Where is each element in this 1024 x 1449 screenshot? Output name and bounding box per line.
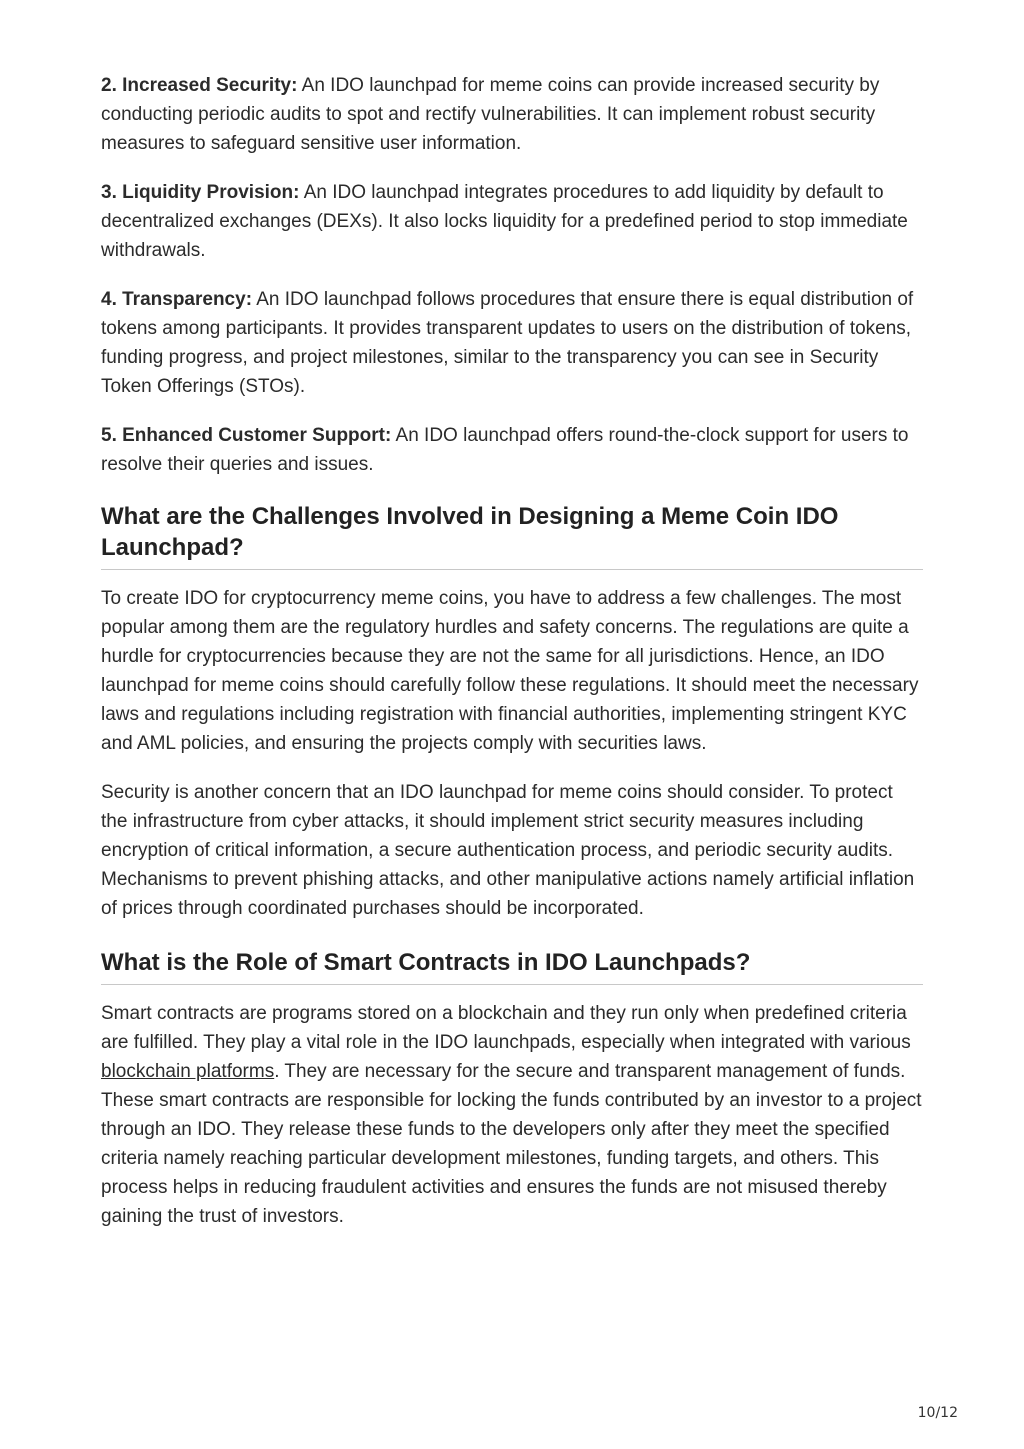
- benefit-transparency: [101, 285, 923, 401]
- benefit-text: An IDO launchpad for meme coins can provide increased security by conducting periodic audits to spot and rectify vulnerabilities. It can implement robust security measures to safeguard sensitive user information.: [101, 75, 880, 154]
- benefit-text: An IDO launchpad offers round-the-clock support for users to resolve their queries and issues.: [101, 425, 909, 475]
- benefit-title: 2. Increased Security:: [101, 75, 298, 96]
- benefit-customer-support: [101, 421, 923, 479]
- benefit-title: 3. Liquidity Provision:: [101, 182, 300, 203]
- benefit-text: An IDO launchpad follows procedures that ensure there is equal distribution of tokens among participants. It provides transparent updates to users on the distribution of tokens, funding progress, and project milestones, similar to the transparency you can see in Security Token Offerings (STOs).: [101, 289, 914, 397]
- benefit-text: An IDO launchpad integrates procedures to add liquidity by default to decentralized exchanges (DEXs). It also locks liquidity for a predefined period to stop immediate withdrawals.: [101, 182, 908, 261]
- smart-contracts-section: [101, 999, 923, 1231]
- challenges-paragraph: Security is another concern that an IDO launchpad for meme coins should consider. To protect the infrastructure from cyber attacks, it should implement strict security measures including encryption of critical information, a secure authentication process, and periodic security audits. Mechanisms to prevent phishing attacks, and other manipulative actions namely artificial inflation of prices through coordinated purchases should be incorporated.: [101, 782, 915, 919]
- blockchain-platforms-link[interactable]: blockchain platforms: [101, 1061, 275, 1082]
- smart-contracts-paragraph: [101, 999, 923, 1231]
- page-number: 10/12: [917, 1405, 958, 1421]
- benefit-title: 5. Enhanced Customer Support:: [101, 425, 392, 446]
- challenges-paragraph: To create IDO for cryptocurrency meme coins, you have to address a few challenges. The most popular among them are the regulatory hurdles and safety concerns. The regulations are quite a hurdle for cryptocurrencies because they are not the same for all jurisdictions. Hence, an IDO launchpad for meme coins should carefully follow these regulations. It should meet the necessary laws and regulations including registration with financial authorities, implementing stringent KYC and AML policies, and ensuring the projects comply with securities laws.: [101, 588, 919, 754]
- challenges-section: [101, 584, 923, 923]
- challenges-heading: What are the Challenges Involved in Designing a Meme Coin IDO Launchpad?: [101, 501, 923, 570]
- document-page: [101, 71, 923, 1251]
- benefit-increased-security: [101, 71, 923, 158]
- smart-contracts-heading: What is the Role of Smart Contracts in IDO Launchpads?: [101, 947, 923, 985]
- paragraph-text: Smart contracts are programs stored on a blockchain and they run only when predefined criteria are fulfilled. They play a vital role in the IDO launchpads, especially when integrated with various: [101, 1003, 911, 1053]
- paragraph-text: . They are necessary for the secure and transparent management of funds. These smart contracts are responsible for locking the funds contributed by an investor to a project through an IDO. They release these funds to the developers only after they meet the specified criteria namely reaching particular development milestones, funding targets, and others. This process helps in reducing fraudulent activities and ensures the funds are not misused thereby gaining the trust of investors.: [101, 1061, 922, 1227]
- benefit-liquidity-provision: [101, 178, 923, 265]
- benefit-title: 4. Transparency:: [101, 289, 253, 310]
